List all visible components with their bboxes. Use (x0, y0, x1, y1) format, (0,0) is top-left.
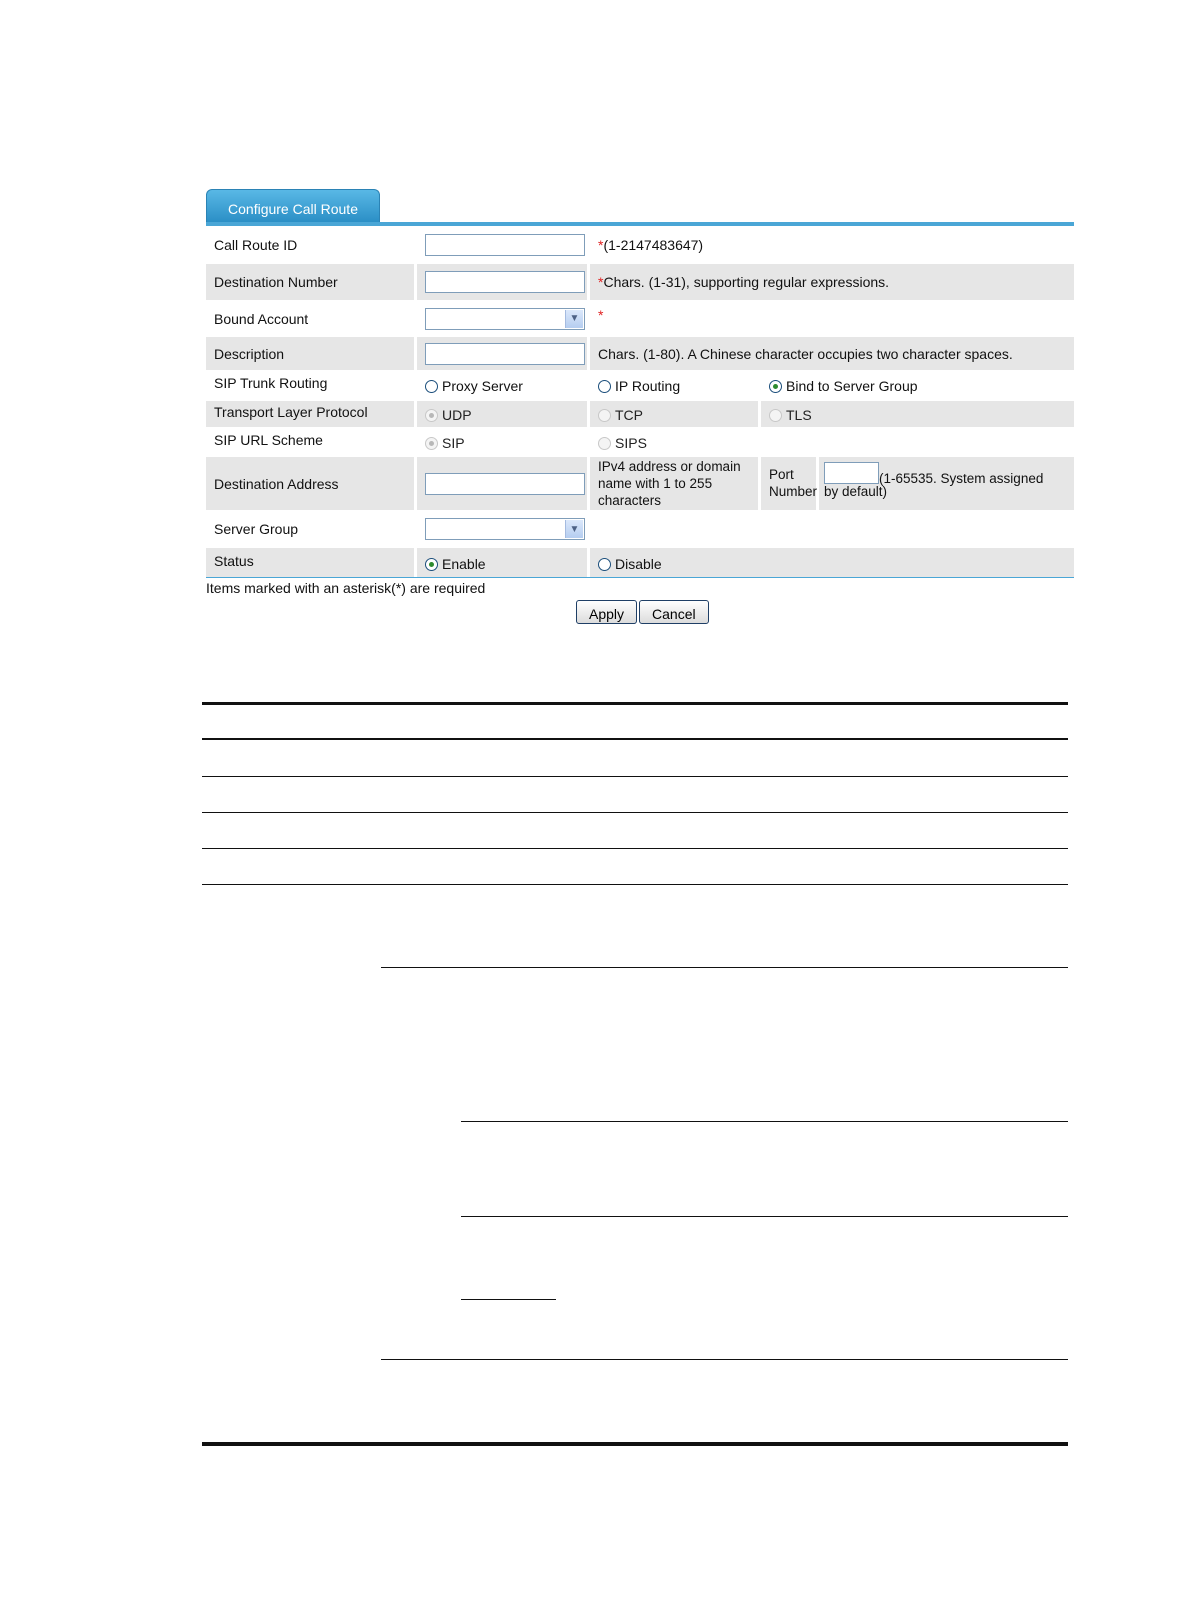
server-group-label: Server Group (214, 521, 299, 537)
radio-checked-icon[interactable] (425, 558, 438, 571)
port-number-group (819, 457, 1074, 510)
required-marker: * (598, 274, 604, 290)
table-row-divider (461, 1299, 556, 1300)
table-row-divider (202, 812, 1068, 813)
tab-configure-call-route[interactable]: Configure Call Route (206, 189, 380, 222)
destination-address-input[interactable] (425, 473, 585, 495)
row-description (206, 337, 1074, 370)
table-header-rule (202, 738, 1068, 740)
row-sip-url-scheme (206, 427, 1074, 457)
radio-icon[interactable] (425, 380, 438, 393)
table-row-divider (202, 848, 1068, 849)
radio-enable[interactable]: Enable (417, 548, 587, 577)
description-input[interactable] (425, 343, 585, 365)
port-number-hint: (1-65535. System assigned (879, 471, 1044, 486)
sip-trunk-routing-label: SIP Trunk Routing (214, 375, 328, 391)
radio-icon[interactable] (769, 409, 782, 422)
row-call-route-id (206, 226, 1074, 264)
call-route-id-hint: (1-2147483647) (603, 237, 704, 253)
table-top-rule (202, 702, 1068, 705)
server-group-select[interactable] (425, 518, 585, 540)
call-route-id-input[interactable] (425, 234, 585, 256)
button-group (576, 600, 711, 624)
row-bound-account (206, 300, 1074, 337)
radio-checked-icon[interactable] (425, 409, 438, 422)
radio-disable[interactable]: Disable (590, 548, 1074, 577)
row-destination-number (206, 264, 1074, 300)
table-row-divider (381, 1359, 1068, 1360)
radio-checked-icon[interactable] (769, 380, 782, 393)
status-label: Status (206, 548, 414, 577)
form-bottom-divider (206, 577, 1074, 578)
row-sip-trunk-routing (206, 370, 1074, 401)
table-bottom-rule (202, 1442, 1068, 1446)
radio-ip-routing[interactable]: IP Routing (590, 370, 758, 401)
row-transport-layer-protocol (206, 401, 1074, 427)
table-row-divider (202, 884, 1068, 885)
table-row-divider (381, 967, 1068, 968)
required-note: Items marked with an asterisk(*) are required (206, 580, 486, 596)
port-number-hint-2: by default) (824, 484, 888, 499)
destination-address-label: Destination Address (206, 457, 414, 510)
tab-bar (206, 186, 1074, 226)
radio-sips[interactable]: SIPS (590, 427, 758, 457)
radio-icon[interactable] (598, 380, 611, 393)
transport-layer-protocol-label: Transport Layer Protocol (206, 401, 414, 427)
description-label: Description (206, 337, 414, 370)
radio-tls[interactable]: TLS (761, 401, 1074, 427)
apply-button[interactable]: Apply (576, 600, 637, 624)
port-number-input[interactable] (824, 462, 879, 484)
radio-icon[interactable] (598, 437, 611, 450)
required-marker: * (598, 237, 604, 253)
chevron-down-icon[interactable]: ▼ (565, 520, 583, 538)
radio-icon[interactable] (598, 558, 611, 571)
row-destination-address (206, 457, 1074, 510)
radio-icon[interactable] (598, 409, 611, 422)
sip-url-scheme-label: SIP URL Scheme (214, 432, 323, 448)
radio-proxy-server[interactable]: Proxy Server (417, 370, 587, 401)
radio-checked-icon[interactable] (425, 437, 438, 450)
destination-number-label: Destination Number (206, 264, 414, 300)
cancel-button[interactable]: Cancel (639, 600, 709, 624)
bound-account-select[interactable] (425, 308, 585, 330)
destination-number-input[interactable] (425, 271, 585, 293)
configure-call-route-panel (206, 186, 1074, 628)
radio-udp[interactable]: UDP (417, 401, 587, 427)
destination-address-hint: IPv4 address or domain name with 1 to 255 characters (590, 457, 758, 510)
call-route-id-label: Call Route ID (214, 237, 298, 253)
destination-number-hint: Chars. (1-31), supporting regular expressions. (603, 274, 890, 290)
radio-sip[interactable]: SIP (417, 427, 587, 457)
description-hint: Chars. (1-80). A Chinese character occupies two character spaces. (590, 337, 1074, 370)
radio-tcp[interactable]: TCP (590, 401, 758, 427)
radio-bind-to-server-group[interactable]: Bind to Server Group (761, 370, 1074, 401)
table-row-divider (461, 1121, 1068, 1122)
table-row-divider (461, 1216, 1068, 1217)
table-row-divider (202, 776, 1068, 777)
required-marker: * (598, 307, 604, 323)
chevron-down-icon[interactable]: ▼ (565, 310, 583, 328)
row-server-group (206, 510, 1074, 548)
row-status (206, 548, 1074, 577)
bound-account-label: Bound Account (214, 310, 309, 327)
port-number-label: Port Number (761, 457, 816, 510)
